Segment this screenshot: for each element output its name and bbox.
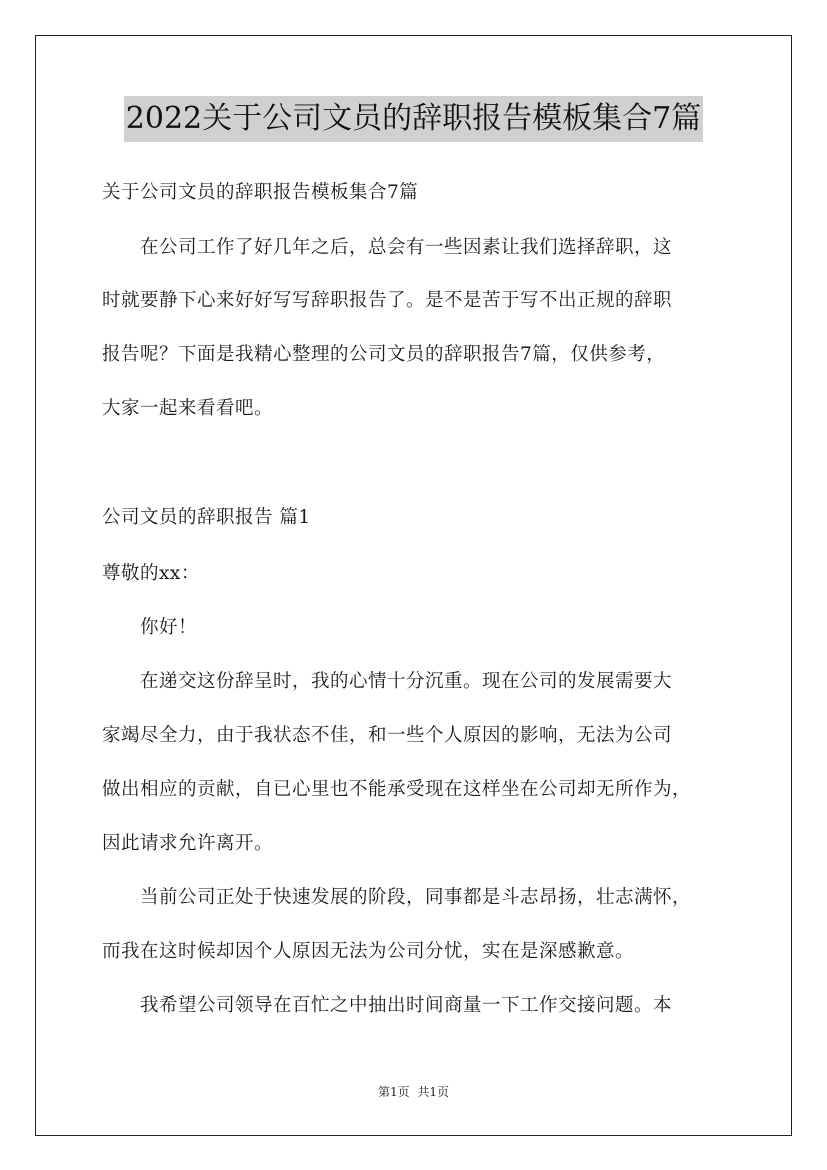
- paragraph-line: 我希望公司领导在百忙之中抽出时间商量一下工作交接问题。本: [102, 995, 673, 1016]
- page-number: 第1页: [378, 1085, 410, 1099]
- page-total: 共1页: [417, 1085, 449, 1099]
- section-heading: 公司文员的辞职报告 篇1: [102, 507, 311, 528]
- paragraph-line: 当前公司正处于快速发展的阶段，同事都是斗志昂扬，壮志满怀，: [102, 887, 692, 908]
- paragraph-line: 在递交这份辞呈时，我的心情十分沉重。现在公司的发展需要大: [102, 671, 673, 692]
- paragraph-line: 大家一起来看看吧。: [102, 398, 274, 419]
- salutation: 尊敬的xx：: [102, 563, 200, 584]
- paragraph-line: 时就要静下心来好好写写辞职报告了。是不是苦于写不出正规的辞职: [102, 290, 673, 311]
- paragraph-line: 做出相应的贡献，自已心里也不能承受现在这样坐在公司却无所作为，: [102, 779, 692, 800]
- paragraph-line: 家竭尽全力，由于我状态不佳，和一些个人原因的影响，无法为公司: [102, 725, 673, 746]
- paragraph-line: 报告呢？下面是我精心整理的公司文员的辞职报告7篇，仅供参考，: [102, 344, 666, 365]
- paragraph-line: 在公司工作了好几年之后，总会有一些因素让我们选择辞职，这: [102, 237, 673, 258]
- title-wrap: [0, 96, 827, 142]
- page-footer: [0, 1084, 827, 1100]
- document-title: 2022关于公司文员的辞职报告模板集合7篇: [124, 96, 703, 142]
- paragraph-line: 而我在这时候却因个人原因无法为公司分忧，实在是深感歉意。: [102, 941, 635, 962]
- subtitle-line: 关于公司文员的辞职报告模板集合7篇: [102, 182, 419, 203]
- paragraph-line: 因此请求允许离开。: [102, 833, 274, 854]
- greeting: 你好！: [102, 617, 198, 638]
